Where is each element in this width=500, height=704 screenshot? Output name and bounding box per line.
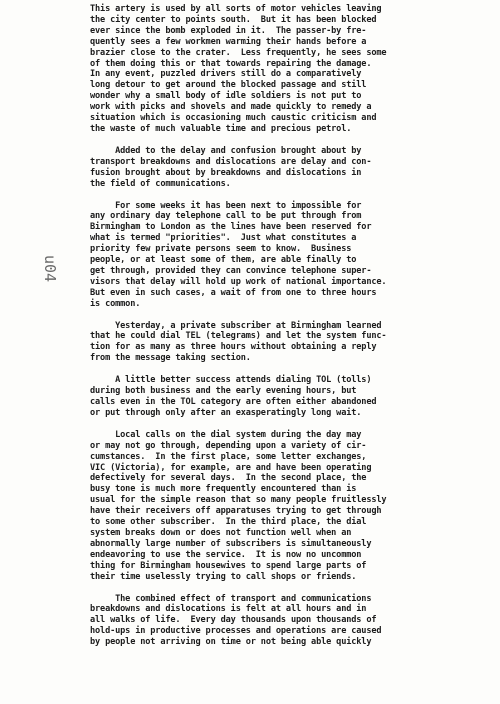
text-line: VIC (Victoria), for example, are and have been operating: [90, 462, 372, 473]
paragraph: [90, 594, 480, 649]
text-line: work with picks and shovels and made quickly to remedy a: [90, 102, 372, 113]
text-line: Added to the delay and confusion brought about by: [90, 145, 362, 156]
text-line: defectively for several days. In the second place, the: [90, 473, 367, 484]
text-line: tion for as many as three hours without obtaining a reply: [90, 342, 377, 353]
text-line: For some weeks it has been next to impossible for: [90, 200, 362, 211]
text-line: quently sees a few workmen warming their hands before a: [90, 36, 367, 47]
text-line: priority few private persons seem to know. Business: [90, 244, 352, 255]
text-line: transport breakdowns and dislocations are delay and con-: [90, 156, 372, 167]
text-line: endeavoring to use the service. It is now no uncommon: [90, 549, 362, 560]
text-line: situation which is occasioning much caustic criticism and: [90, 113, 377, 124]
text-line: long detour to get around the blocked passage and still: [90, 80, 367, 91]
paragraph: [90, 430, 480, 583]
text-line: thing for Birmingham housewives to spend large parts of: [90, 560, 367, 571]
paragraph: [90, 375, 480, 419]
text-line: This artery is used by all sorts of motor vehicles leaving: [90, 4, 382, 14]
text-line: get through, provided they can convince telephone super-: [90, 265, 372, 276]
paragraph: [90, 4, 480, 135]
text-line: wonder why a small body of idle soldiers is not put to: [90, 91, 362, 102]
text-line: In any event, puzzled drivers still do a comparatively: [90, 69, 362, 80]
text-line: that he could dial TEL (telegrams) and let the system func-: [90, 331, 387, 342]
paragraph: [90, 201, 480, 310]
paragraph: [90, 146, 480, 190]
text-line: during both business and the early evening hours, but: [90, 386, 357, 397]
text-line: to some other subscriber. In the third place, the dial: [90, 517, 367, 528]
text-line: the city center to points south. But it has been blocked: [90, 14, 377, 25]
text-line: cumstances. In the first place, some letter exchanges,: [90, 451, 367, 462]
text-line: what is termed "priorities". Just what constitutes a: [90, 233, 357, 244]
text-line: or put through only after an exasperatingly long wait.: [90, 407, 362, 418]
text-line: all walks of life. Every day thousands upon thousands of: [90, 615, 377, 626]
text-line: system breaks down or does not function well when an: [90, 527, 352, 538]
text-line: brazier close to the crater. Less frequently, he sees some: [90, 47, 387, 58]
text-line: hold-ups in productive processes and operations are caused: [90, 626, 382, 637]
text-line: fusion brought about by breakdowns and dislocations in: [90, 167, 362, 178]
margin-annotation: u04: [41, 255, 59, 283]
text-line: breakdowns and dislocations is felt at all hours and in: [90, 604, 367, 615]
text-line: from the message taking section.: [90, 353, 251, 364]
text-line: usual for the simple reason that so many people fruitlessly: [90, 495, 387, 506]
document-body: [90, 4, 480, 659]
text-line: A little better success attends dialing TOL (tolls): [90, 375, 372, 386]
text-line: Birmingham to London as the lines have been reserved for: [90, 222, 372, 233]
text-line: Yesterday, a private subscriber at Birmingham learned: [90, 320, 382, 331]
text-line: busy tone is much more frequently encountered than is: [90, 484, 357, 495]
text-line: calls even in the TOL category are often either abandoned: [90, 397, 377, 407]
text-line: the field of communications.: [90, 178, 231, 189]
text-line: by people not arriving on time or not being able quickly: [90, 637, 372, 648]
text-line: any ordinary day telephone call to be put through from: [90, 211, 362, 222]
text-line: or may not go through, depending upon a variety of cir-: [90, 440, 367, 451]
text-line: Local calls on the dial system during the day may: [90, 429, 362, 440]
text-line: But even in such cases, a wait of from one to three hours: [90, 287, 377, 298]
text-line: abnormally large number of subscribers is simultaneously: [90, 538, 372, 549]
text-line: is common.: [90, 298, 141, 309]
text-line: visors that delay will hold up work of national importance.: [90, 276, 387, 287]
text-line: ever since the bomb exploded in it. The passer-by fre-: [90, 25, 367, 36]
text-line: The combined effect of transport and communications: [90, 593, 372, 604]
text-line: the waste of much valuable time and precious petrol.: [90, 123, 352, 134]
text-line: have their receivers off apparatuses trying to get through: [90, 506, 382, 517]
text-line: people, or at least some of them, are able finally to: [90, 255, 357, 266]
paragraph: [90, 321, 480, 365]
text-line: of them doing this or that towards repairing the damage.: [90, 58, 372, 69]
text-line: their time uselessly trying to call shops or friends.: [90, 571, 357, 582]
